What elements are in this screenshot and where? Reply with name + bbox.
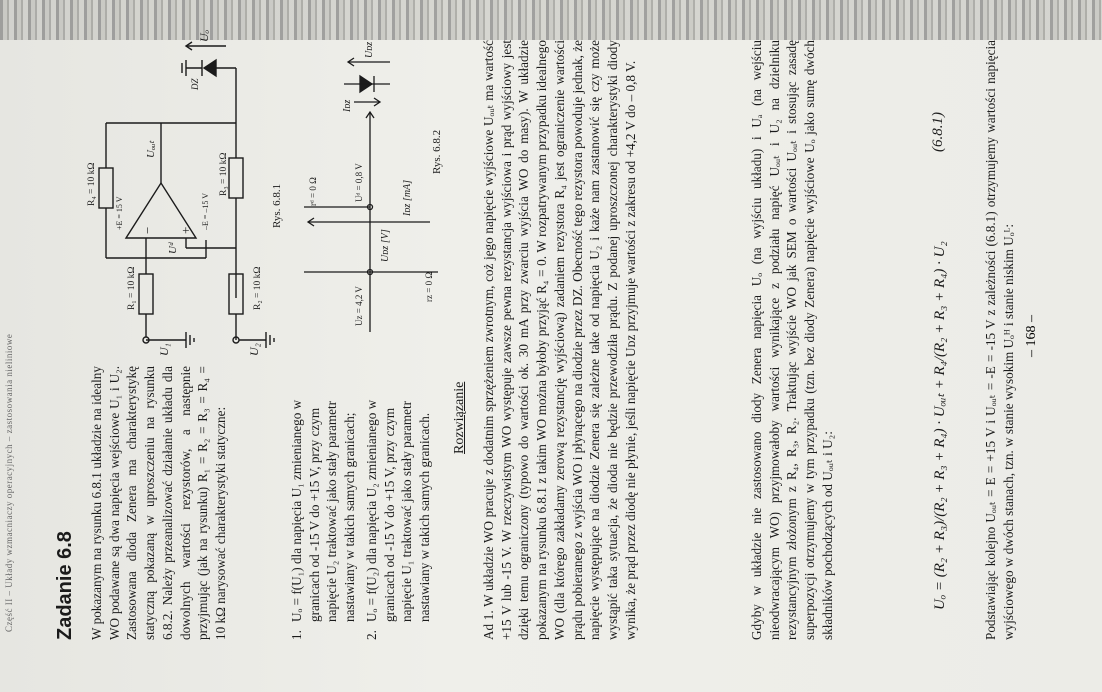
figure-6-8-1-caption: Rys. 6.8.1 <box>271 183 283 228</box>
plus-e-label: +E = 15 V <box>115 196 124 230</box>
rd-label: rᵈ = 0 Ω <box>308 177 318 206</box>
solution-paragraph-3 <box>982 40 1017 640</box>
minus-input-sign: − <box>140 226 155 234</box>
plus-input-sign: + <box>178 226 193 234</box>
rz-label: rᴢ = 0 Ω <box>424 271 434 302</box>
list-item-number: 1. <box>289 630 304 640</box>
minus-e-label: –E = –15 V <box>201 192 210 230</box>
running-header: Część II – Układy wzmacniaczy operacyjnych – zastosowania nieliniowe <box>4 333 14 632</box>
ud-label: Uᵈ = 0,8 V <box>354 163 364 202</box>
uo-label: Uₒ <box>197 29 211 42</box>
page-number: – 168 – <box>1024 315 1039 357</box>
formula-6-8-1: Uₒ = (R₂ + R₃)/(R₂ + R₃ + R₄) · Uₒᵤₜ + R₄/(R₂ + R₃ + R₄) · U₂ <box>932 241 948 610</box>
idz-axis-label: Iᴅᴢ [mA] <box>402 179 413 216</box>
list-item-text: Uₒ = f(U₁) dla napięcia U₁ zmienianego w granicach od -15 V do +15 V, przy czym napięcie U₂ traktować jako stały parametr nastawiany w takich samych granicach; <box>289 399 358 622</box>
solution-paragraph-2 <box>748 40 837 640</box>
diode-characteristic-diagram <box>300 32 450 342</box>
u2-label: U₂ <box>247 343 261 356</box>
r1-label: R₁ = 10 kΩ <box>127 266 137 310</box>
dz-label: DZ <box>190 78 200 90</box>
list-item-text: Uₒ = f(U₂) dla napięcia U₂ zmienianego w granicach od -15 V do +15 V, przy czym napięcie U₁ traktować jako stały parametr nastawiany w takich samych granicach. <box>363 399 432 622</box>
task-list <box>288 366 438 640</box>
udz-label: Uᴅᴢ <box>364 41 375 58</box>
r2-label: R₂ = 10 kΩ <box>253 266 263 310</box>
idz-label: Iᴅᴢ <box>342 99 353 112</box>
uout-label: Uₒᵤₜ <box>145 140 157 158</box>
udz-axis-label: Uᴅᴢ [V] <box>380 229 391 262</box>
uz-label: Uᴢ = 4,2 V <box>354 286 364 326</box>
u1-label: U₁ <box>157 343 171 356</box>
solution-paragraph-1-text: Ad 1. W układzie WO pracuje z dodatnim sprzężeniem zwrotnym, coż jego napięcie wyjściowe Uₒᵤₜ ma wartość +15 V lub -15 V. W rzeczywistym WO występuje zawsze pewna rezystancja wyjściowa i prąd wyjściowy jest dzięki temu ograniczony (typowo do wartości ok. 30 mA przy zwarciu wyjścia WO do masy). W układzie pokazanym na rysunku 6.8.1 z takim WO można byłoby przyjąć R₄ = 0. W rozpatrywanym przypadku idealnego WO (dla którego zakładamy zerową rezystancję wyjściową) zadaniem rezystora R₄ jest ograniczenie wartości prądu pobieranego z wyjścia WO i płynącego na diodzie przez DZ. Obecność tego rezystora powoduje jednak, że napięcie występujące na diodzie Zenera się zależne take od napięcia U₂ i każe nam zastanowić się czy może wystąpić taka sytuacja, że dioda nie będzie przewodziła prądu. Z podanej uproszczonej charakterystyki diody wynika, że prąd przez diodę nie płynie, jeśli napięcie Uᴅᴢ przyjmuje wartości z zakresu od +4,2 V do – 0,8 V. <box>481 40 638 640</box>
r4-label: R₄ = 10 kΩ <box>87 162 97 206</box>
circuit-diagram <box>76 28 286 358</box>
task-text <box>88 366 230 640</box>
list-item <box>363 366 434 640</box>
list-item <box>288 366 359 640</box>
solution-paragraph-3-text: Podstawiając kolejno Uₒᵤₜ = E = +15 V i Uₒᵤₜ = -E = -15 V z zależności (6.8.1) otrzymujemy wartości napięcia wyjściowego w dwóch stanach, tzn. w stanie wysokim Uₒᴴ i stanie niskim Uₒᴸ: <box>983 40 1016 640</box>
page-number-holder <box>1020 300 1044 380</box>
task-paragraph: W pokazanym na rysunku 6.8.1 układzie na idealny WO podawane są dwa napięcia wejściowe U₁ i U₂. Zastosowana dioda Zenera ma charakterystykę statyczną pokazaną w uproszczeniu na rysunku 6.8.2. Należy przeanalizować działanie układu dla dowolnych wartości rezystorów, a następnie przyjmując (jak na rysunku) R₁ = R₂ = R₃ = R₄ = 10 kΩ narysować charakterystyki statyczne: <box>89 366 228 640</box>
r3-label: R₃ = 10 kΩ <box>219 152 229 196</box>
solution-paragraph-2-text: Gdyby w układzie nie zastosowano diody Zenera napięcia Uₒ (na wyjściu układu) i Uₐ (na wejściu nieodwracającym WO) przyjmowałoby wartości wynikające z podziału napięć Uₒᵤₜ i U₂ na dzielniku rezystancyjnym złożonym z R₄, R₃, R₂. Traktując wyjście WO jak SEM o wartości Uₒᵤₜ i stosując zasadę superpozycji otrzymujemy w tym przypadku (tzn. bez diody Zenera) napięcie wyjściowe Uₒ jako sumę dwóch składników pochodzących od Uₒᵤₜ i U₂: <box>749 40 835 640</box>
ud-label: Uᵈ <box>167 242 179 254</box>
figure-6-8-2-caption: Rys. 6.8.2 <box>431 129 443 174</box>
formula-number: (6.8.1) <box>930 112 946 152</box>
solution-heading: Rozwiązanie <box>452 381 467 454</box>
list-item-number: 2. <box>363 630 379 640</box>
solution-paragraph-1 <box>480 40 639 640</box>
task-title: Zadanie 6.8 <box>54 531 76 640</box>
